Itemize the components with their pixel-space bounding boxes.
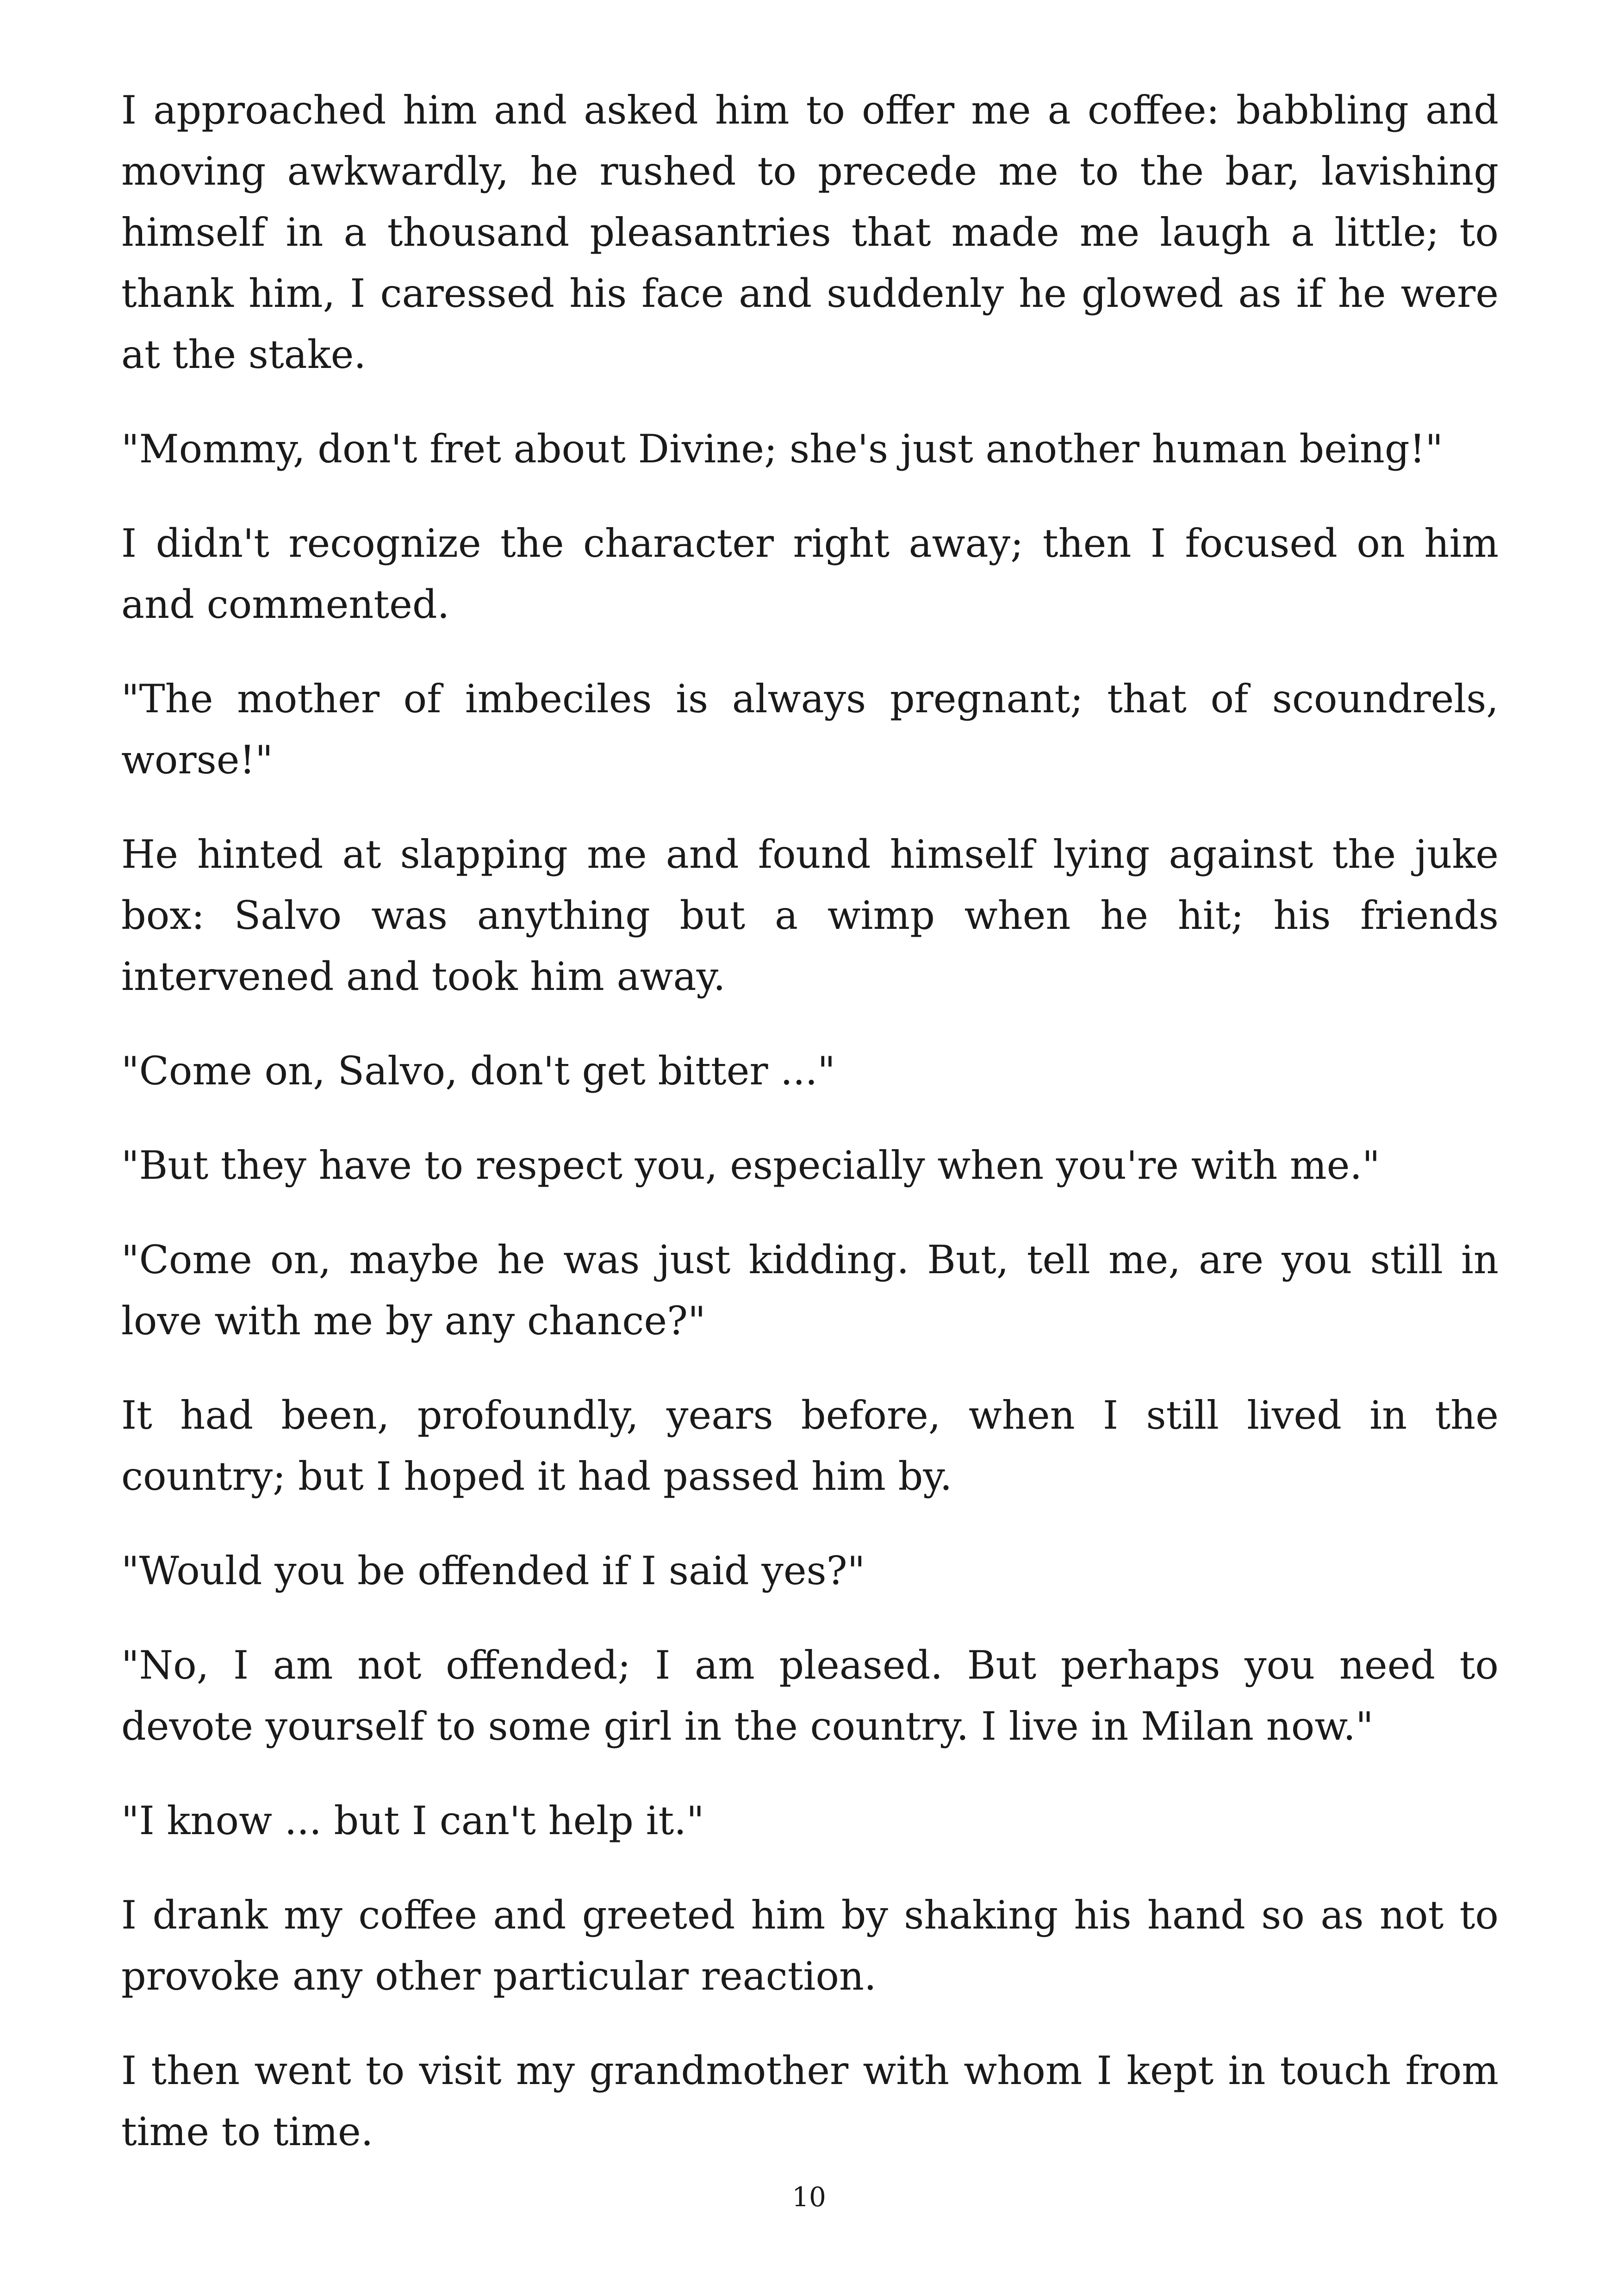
paragraph: "But they have to respect you, especially when you're with me." — [121, 1143, 1380, 1188]
paragraph: I then went to visit my grandmother with whom I kept in touch from time to time. — [121, 2048, 1499, 2154]
paragraph: He hinted at slapping me and found himself lying against the juke box: Salvo was anything but a wimp when he hit; his friends intervened and took him away. — [121, 832, 1499, 999]
paragraph: "No, I am not offended; I am pleased. But perhaps you need to devote yourself to some girl in the country. I live in Milan now." — [121, 1643, 1499, 1749]
paragraph: "Come on, Salvo, don't get bitter ..." — [121, 1048, 835, 1094]
paragraph: I drank my coffee and greeted him by shaking his hand so as not to provoke any other particular reaction. — [121, 1892, 1499, 1999]
paragraph: I didn't recognize the character right away; then I focused on him and commented. — [121, 521, 1499, 627]
text-body — [121, 80, 1499, 2196]
paragraph: I approached him and asked him to offer me a coffee: babbling and moving awkwardly, he rushed to precede me to the bar, lavishing himself in a thousand pleasantries that made me laugh a little; to thank him, I caressed his face and suddenly he glowed as if he were at the stake. — [121, 87, 1499, 377]
paragraph: "Come on, maybe he was just kidding. But, tell me, are you still in love with me by any chance?" — [121, 1237, 1499, 1344]
paragraph: "Would you be offended if I said yes?" — [121, 1548, 865, 1593]
page-number: 10 — [792, 2181, 826, 2213]
paragraph: It had been, profoundly, years before, when I still lived in the country; but I hoped it had passed him by. — [121, 1393, 1499, 1499]
paragraph: "Mommy, don't fret about Divine; she's just another human being!" — [121, 426, 1443, 472]
paragraph: "The mother of imbeciles is always pregnant; that of scoundrels, worse!" — [121, 676, 1499, 783]
paragraph: "I know ... but I can't help it." — [121, 1798, 704, 1843]
